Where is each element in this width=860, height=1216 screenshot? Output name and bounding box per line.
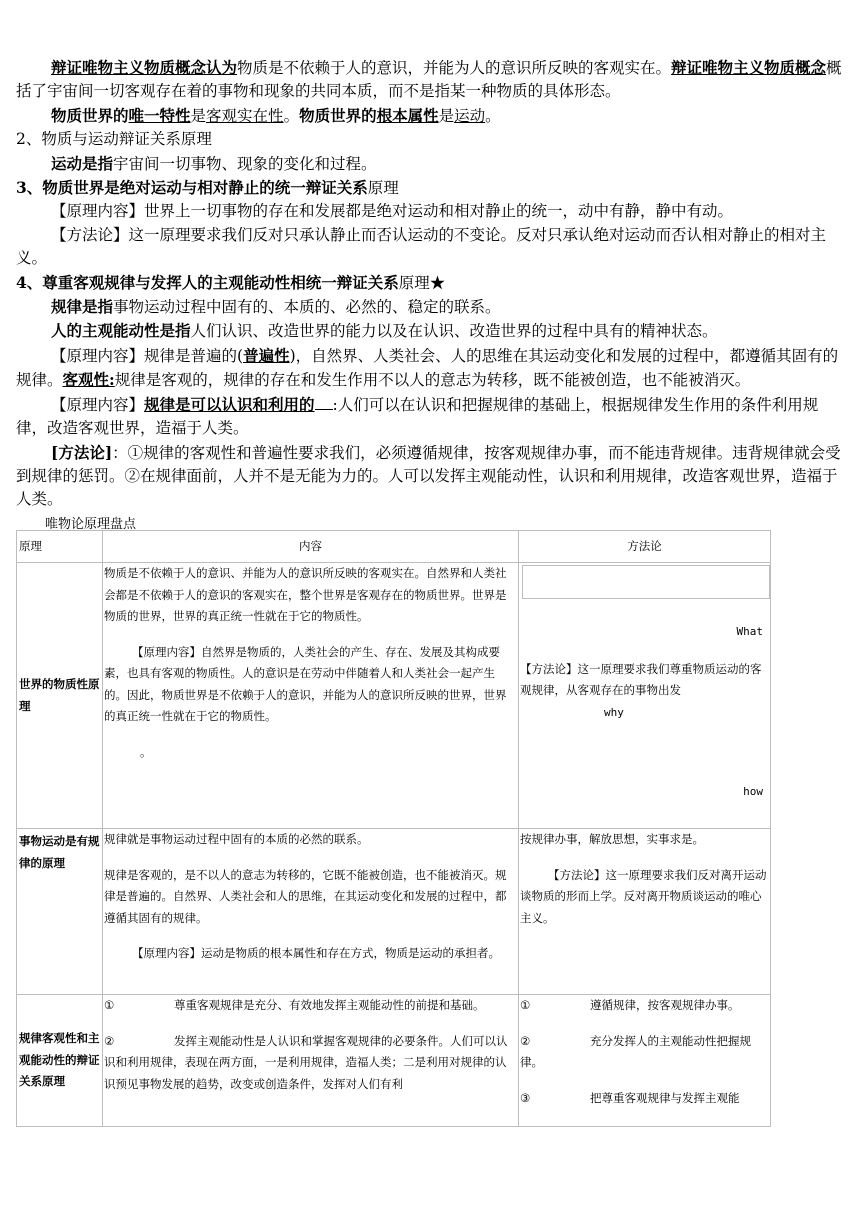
paragraph-principle-3: 【原理内容】世界上一切事物的存在和发展都是绝对运动和相对静止的统一，动中有静，静中有动。 [51,202,734,221]
header-method: 方法论 [519,531,771,563]
row-method-law-initiative: ① 遵循规律，按客观规律办事。 ② 充分发挥人的主观能动性把握规律。 ③ 把尊重客观规律与发挥主观能 [519,995,771,1127]
header-principle: 原理 [17,531,103,563]
header-content: 内容 [103,531,519,563]
paragraph-initiative-definition: 人的主观能动性是指人们认识、改造世界的能力以及在认识、改造世界的过程中具有的精神状态。 [51,321,718,341]
row-name-material-world: 世界的物质性原理 [17,563,103,829]
paragraph-matter-attributes: 物质世界的唯一特性是客观实在性。物质世界的根本属性是运动。 [51,105,501,125]
paragraph-law-definition: 规律是指事物运动过程中固有的、本质的、必然的、稳定的联系。 [51,297,501,317]
row-name-motion-law: 事物运动是有规律的原理 [17,829,103,995]
table-row [17,829,771,995]
table-row [17,563,771,829]
paragraph-motion: 运动是指宇宙间一切事物、现象的变化和过程。 [51,153,377,173]
blank-underline [315,395,333,410]
body-text [16,56,846,512]
paragraph-law-principle: 【原理内容】规律是普遍的(普遍性)，自然界、人类社会、人的思维在其运动变化和发展的过程中，都遵循其固有的规律。客观性:规律是客观的，规律的存在和发生作用不以人的意志为转移，既不能被创造，也不能被消灭。 [16,345,839,390]
empty-box [522,565,770,599]
paragraph-method-3: 【方法论】这一原理要求我们反对只承认静止而否认运动的不变论。反对只承认绝对运动而否认相对静止的相对主义。 [16,225,827,268]
row-content-material-world: 物质是不依赖于人的意识、并能为人的意识所反映的客观实在。自然界和人类社会都是不依赖于人的意识的客观实在，整个世界是客观存在的物质世界。世界是物质的世界，世界的真正统一性就在于它的物质性。 【原理内容】自然界是物质的，人类社会的产生、存在、发展及其构成要素，也具有客观的物质性。人的意识是在劳动中伴随着人和人类社会一起产生的。因此，物质世界是不依赖于人的意识，并能为人的意识所反映的世界，世界的真正统一性就在于它的物质性。 。 [103,563,519,829]
paragraph-law-method: [方法论]：①规律的客观性和普遍性要求我们，必须遵循规律，按客观规律办事，而不能违背规律。违背规律就会受到规律的惩罚。②在规律面前，人并不是无能为力的。人可以发挥主观能动性，认识和利用规律，改造客观世界，造福于人类。 [16,442,841,509]
row-content-law-initiative: ① 尊重客观规律是充分、有效地发挥主观能动性的前提和基础。 ② 发挥主观能动性是人认识和掌握客观规律的必要条件。人们可以认识和利用规律，表现在两方面，一是利用规律，造福人类；二是利用对规律的认识预见事物发展的趋势，改变或创造条件，发挥对人们有利 [103,995,519,1127]
table-header-row [17,531,771,563]
paragraph-law-usable: 【原理内容】规律是可以认识和利用的 :人们可以在认识和把握规律的基础上，根据规律发生作用的条件利用规律，改造客观世界，造福于人类。 [16,394,819,438]
table-caption: 唯物论原理盘点 [45,517,137,532]
heading-2: 2、物质与运动辩证关系原理 [16,130,212,149]
row-method-material-world: What 【方法论】这一原理要求我们尊重物质运动的客观规律，从客观存在的事物出发 why how [519,563,771,829]
table-row [17,995,771,1127]
heading-3: 3、物质世界是绝对运动与相对静止的统一辩证关系原理 [16,178,399,198]
row-content-motion-law: 规律就是事物运动过程中固有的本质的必然的联系。 规律是客观的，是不以人的意志为转移的，它既不能被创造，也不能被消灭。规律是普遍的。自然界、人类社会和人的思维，在其运动变化和发展的过程中，都遵循其固有的规律。 【原理内容】运动是物质的根本属性和存在方式，物质是运动的承担者。 [103,829,519,995]
paragraph-matter-concept: 辩证唯物主义物质概念认为物质是不依赖于人的意识，并能为人的意识所反映的客观实在。辩证唯物主义物质概念概括了宇宙间一切客观存在着的事物和现象的共同本质，而不是指某一种物质的具体形态。 [16,58,842,101]
principles-table [16,530,771,1127]
heading-4: 4、尊重客观规律与发挥人的主观能动性相统一辩证关系原理★ [16,272,446,292]
row-name-law-initiative: 规律客观性和主观能动性的辩证关系原理 [17,995,103,1127]
row-method-motion-law: 按规律办事，解放思想，实事求是。 【方法论】这一原理要求我们反对离开运动谈物质的形而上学。反对离开物质谈运动的唯心主义。 [519,829,771,995]
